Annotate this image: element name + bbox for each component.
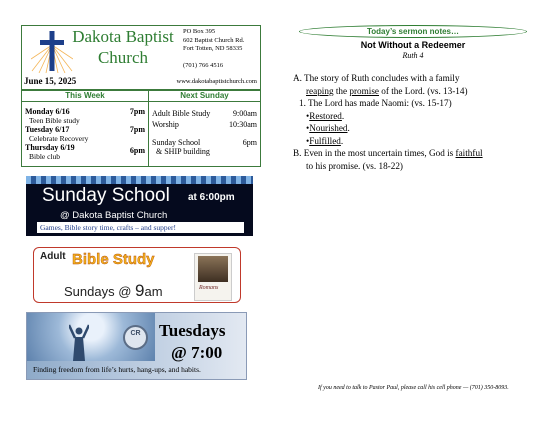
outline-point-b-cont: to his promise. (vs. 18-22) [306,160,403,171]
schedule-row: Sunday School 6pm & SHIP building [152,138,257,156]
sermon-notes-heading: Today’s sermon notes… [299,25,527,38]
outline-bullet: •Restored. [306,110,345,121]
romans-book-image [194,253,232,301]
sermon-reference: Ruth 4 [402,51,424,60]
church-header [21,25,261,91]
sunday-school-title: Sunday School [42,185,170,206]
celebrate-recovery-logo: CR [123,325,148,350]
this-week-heading: This Week [22,90,148,102]
celebrate-recovery-banner [26,312,247,380]
sunday-school-banner [26,176,253,236]
recovery-time: @ 7:00 [171,343,223,362]
this-week-column [22,90,149,166]
schedule-row: Thursday 6/19 6pm Bible club [25,143,145,161]
recovery-tagline: Finding freedom from life’s hurts, hang-ups, and habits. [33,365,201,374]
next-sunday-column [149,90,260,166]
website-link[interactable]: www.dakotabaptistchurch.com [176,78,257,85]
schedule-row: Worship 10:30am [152,120,257,129]
sunday-school-location: @ Dakota Baptist Church [60,210,168,221]
sunday-school-time: at 6:00pm [188,192,235,203]
sunday-school-tagline: Games, Bible story time, crafts – and supper! [37,222,244,233]
book-photo [198,256,228,282]
outline-point-b: B. Even in the most uncertain times, God is faithful [293,148,483,158]
adult-label: Adult [40,251,66,262]
mailing-address: PO Box 395 602 Baptist Church Rd. Fort Totten, ND 58335 [183,28,245,52]
outline-bullet: •Fulfilled. [306,135,344,146]
church-name: Dakota Baptist Church [72,27,174,67]
bible-study-label: Bible Study [72,251,155,268]
recovery-day: Tuesdays [159,321,226,340]
schedule-row: Monday 6/16 7pm Teen Bible study [25,107,145,125]
outline-point-1: 1. The Lord has made Naomi: (vs. 15-17) [299,98,452,108]
outline-point-a: A. The story of Ruth concludes with a family [293,73,460,83]
pastor-contact-note: If you need to talk to Pastor Paul, please call his cell phone — (701) 350-8093. [318,385,509,391]
church-phone: (701) 766 4516 [183,62,224,69]
schedule-row: Tuesday 6/17 7pm Celebrate Recovery [25,125,145,143]
outline-bullet: •Nourished. [306,123,350,133]
book-title: Romans [199,285,219,291]
schedule-table [21,89,261,167]
person-arms-raised-icon [69,323,89,361]
adult-bible-study-banner [33,247,241,303]
next-sunday-heading: Next Sunday [149,90,260,102]
sermon-outline [293,72,538,172]
bible-study-time: Sundays @ 9am [64,281,163,300]
outline-point-a-cont: reaping the promise of the Lord. (vs. 13-14) [306,85,468,96]
bulletin-date: June 15, 2025 [24,76,77,86]
schedule-row: Adult Bible Study 9:00am [152,109,257,118]
sermon-title: Not Without a Redeemer [360,40,466,50]
banner-stripe [26,176,253,184]
